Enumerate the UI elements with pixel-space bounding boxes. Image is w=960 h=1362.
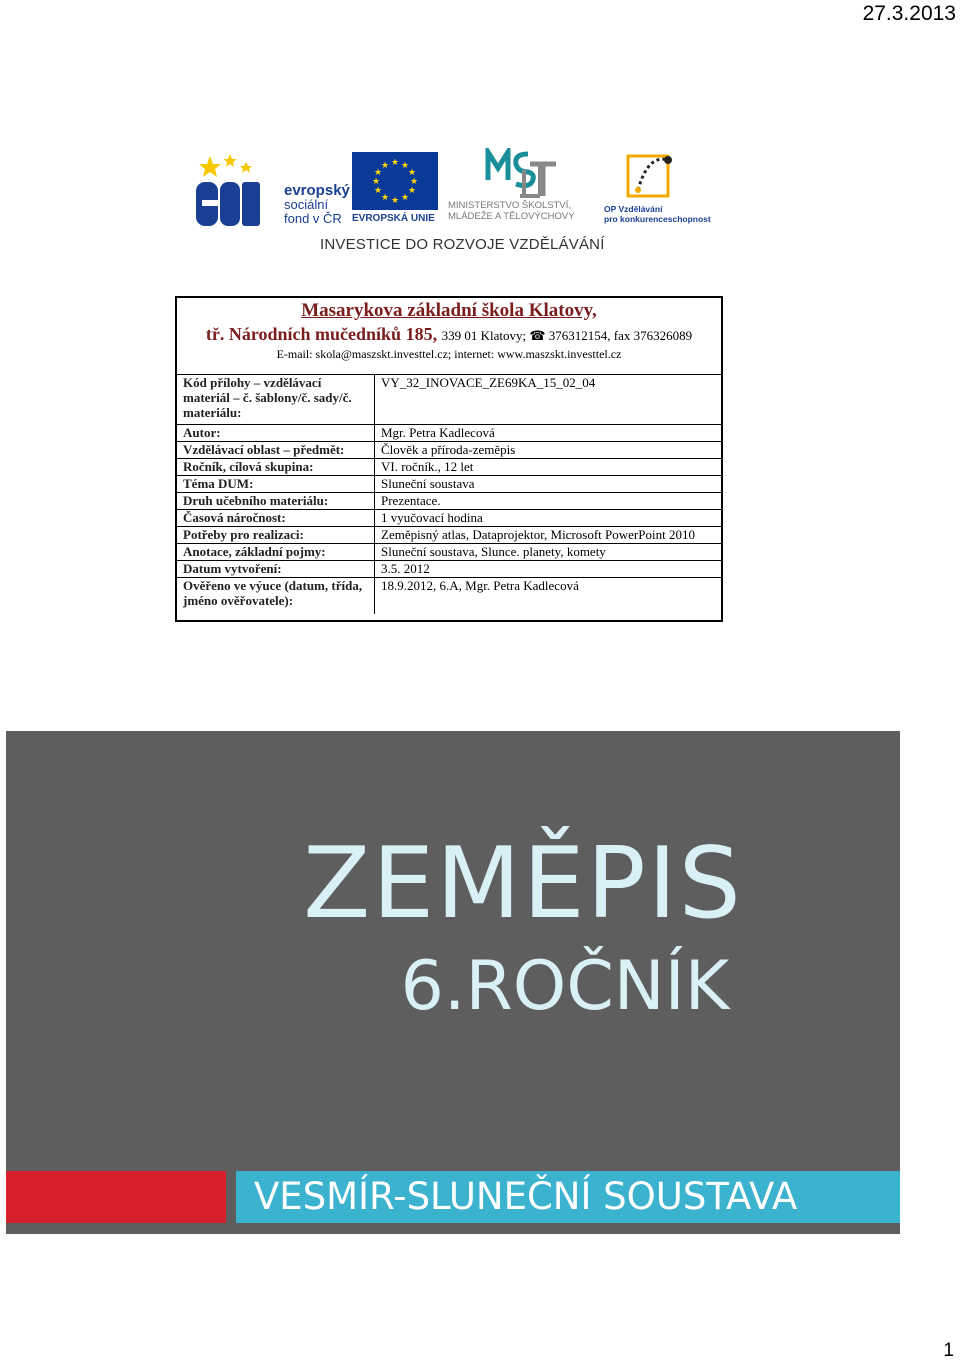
eu-flag-icon	[352, 152, 438, 210]
esf-text: evropský sociální fond v ČR	[284, 182, 350, 226]
svg-text:★: ★	[409, 177, 419, 187]
title-slide	[6, 731, 900, 1234]
info-value: VI. ročník., 12 let	[375, 459, 722, 476]
info-row	[177, 561, 721, 578]
info-value: Sluneční soustava, Slunce. planety, komety	[375, 544, 722, 561]
info-value: Mgr. Petra Kadlecová	[375, 425, 722, 442]
svg-text:★: ★	[373, 186, 383, 196]
school-header	[177, 298, 721, 362]
info-key: Autor:	[177, 425, 375, 442]
info-key: Ověřeno ve výuce (datum, třída, jméno ověřovatele):	[177, 578, 375, 614]
msmt-label-1: MINISTERSTVO ŠKOLSTVÍ,	[448, 200, 571, 211]
page-number: 1	[943, 1340, 954, 1361]
svg-text:★: ★	[373, 168, 383, 178]
info-value: Zeměpisný atlas, Dataprojektor, Microsoft PowerPoint 2010	[375, 527, 722, 544]
op-logo	[604, 148, 714, 230]
svg-text:★: ★	[371, 177, 381, 187]
info-value: 1 vyučovací hodina	[375, 510, 722, 527]
info-row	[177, 442, 721, 459]
esf-logo	[196, 152, 350, 228]
svg-text:★: ★	[407, 168, 417, 178]
info-value: Sluneční soustava	[375, 476, 722, 493]
info-value: 3.5. 2012	[375, 561, 722, 578]
school-street: tř. Národních mučedníků 185,	[205, 324, 438, 344]
info-row	[177, 375, 721, 425]
msmt-mark-icon	[484, 148, 564, 198]
esf-mark-icon	[196, 152, 262, 228]
info-key: Vzdělávací oblast – předmět:	[177, 442, 375, 459]
svg-text:★: ★	[400, 193, 410, 203]
info-row	[177, 527, 721, 544]
eu-logo	[352, 152, 440, 228]
tagline: INVESTICE DO ROZVOJE VZDĚLÁVÁNÍ	[320, 236, 605, 253]
school-contact: 339 01 Klatovy; ☎ 376312154, fax 376326089	[441, 328, 693, 343]
svg-text:★: ★	[390, 196, 400, 206]
op-label-1: OP Vzdělávání	[604, 204, 663, 214]
info-value: 18.9.2012, 6.A, Mgr. Petra Kadlecová	[375, 578, 722, 614]
info-row	[177, 425, 721, 442]
info-row	[177, 544, 721, 561]
info-row	[177, 459, 721, 476]
info-key: Kód přílohy – vzdělávací materiál – č. šablony/č. sady/č. materiálu:	[177, 375, 375, 425]
info-value: Prezentace.	[375, 493, 722, 510]
info-key: Potřeby pro realizaci:	[177, 527, 375, 544]
info-table	[177, 374, 721, 614]
info-row	[177, 510, 721, 527]
msmt-label-2: MLÁDEŽE A TĚLOVÝCHOVY	[448, 211, 575, 222]
svg-text:★: ★	[400, 161, 410, 171]
op-label-2: pro konkurenceschopnost	[604, 214, 711, 224]
svg-text:★: ★	[407, 186, 417, 196]
slide-subtitle: VESMÍR-SLUNEČNÍ SOUSTAVA	[254, 1175, 798, 1218]
op-mark-icon	[624, 150, 680, 204]
svg-text:★: ★	[390, 158, 400, 168]
info-row	[177, 578, 721, 614]
info-key: Anotace, základní pojmy:	[177, 544, 375, 561]
document-info-card	[175, 296, 723, 622]
info-key: Téma DUM:	[177, 476, 375, 493]
info-key: Časová náročnost:	[177, 510, 375, 527]
slide-title: ZEMĚPIS	[303, 827, 743, 941]
school-name: Masarykova základní škola Klatovy,	[301, 300, 597, 321]
school-address	[177, 324, 721, 345]
svg-text:★: ★	[380, 161, 390, 171]
msmt-logo	[448, 148, 598, 230]
page-date: 27.3.2013	[862, 2, 956, 25]
slide-grade: 6.ROČNÍK	[400, 947, 730, 1026]
info-value: Člověk a příroda-zeměpis	[375, 442, 722, 459]
info-key: Datum vytvoření:	[177, 561, 375, 578]
red-accent-bar	[6, 1171, 226, 1223]
school-mail: E-mail: skola@maszskt.investtel.cz; internet: www.maszskt.investtel.cz	[276, 347, 622, 361]
info-key: Ročník, cílová skupina:	[177, 459, 375, 476]
eu-label: EVROPSKÁ UNIE	[352, 213, 435, 224]
info-row	[177, 476, 721, 493]
info-row	[177, 493, 721, 510]
info-value: VY_32_INOVACE_ZE69KA_15_02_04	[375, 375, 722, 425]
svg-text:★: ★	[380, 193, 390, 203]
info-key: Druh učebního materiálu:	[177, 493, 375, 510]
